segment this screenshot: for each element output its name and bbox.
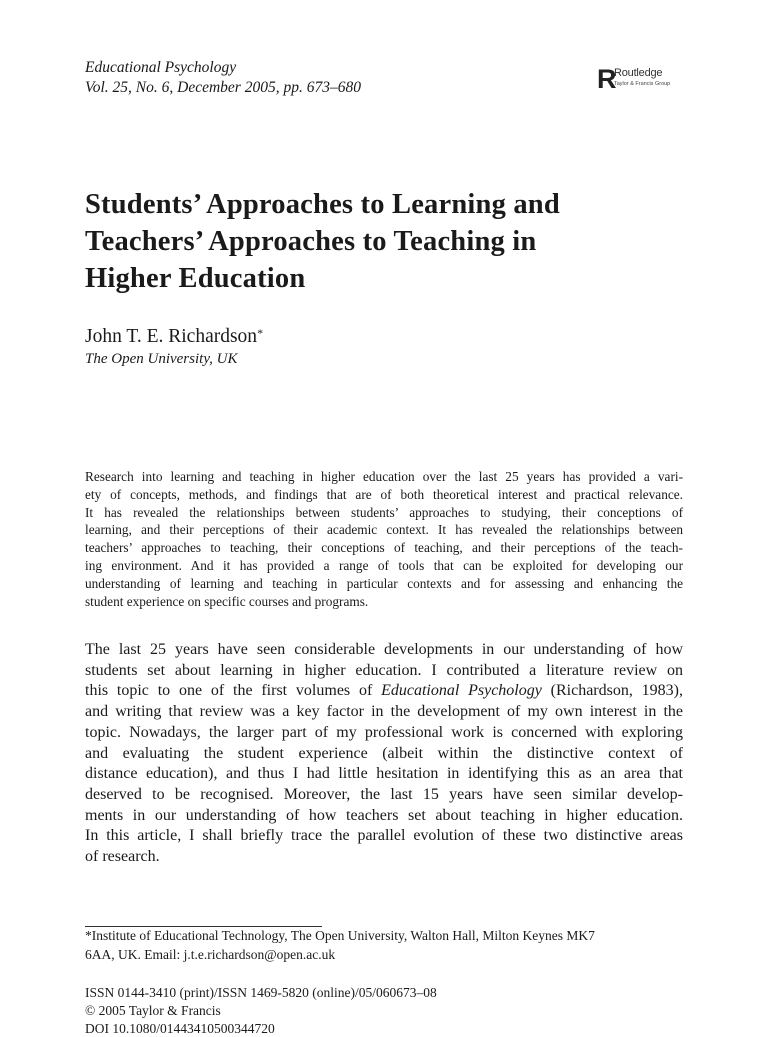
publisher-logo-mark: R [597, 64, 617, 94]
journal-reference: Educational Psychology [381, 682, 542, 700]
title-line: Students’ Approaches to Learning and [85, 189, 560, 220]
journal-header [85, 58, 361, 98]
abstract-line: learning, and their perceptions of their academic context. It has revealed the relationships between [85, 522, 683, 538]
abstract [85, 468, 683, 610]
body-text: (Richardson, 1983), [541, 682, 683, 700]
body-line [85, 681, 683, 702]
publisher-logo-name: Routledge [614, 67, 663, 79]
issn: ISSN 0144-3410 (print)/ISSN 1469-5820 (online)/05/060673–08 [85, 985, 437, 1000]
footnote-line: *Institute of Educational Technology, The Open University, Walton Hall, Milton Keynes MK7 [85, 928, 595, 943]
body-line: students set about learning in higher education. I contributed a literature review on [85, 661, 683, 679]
publication-info [85, 984, 685, 1037]
body-text: this topic to one of the first volumes of [85, 682, 382, 700]
abstract-line: understanding of learning and teaching in particular contexts and for assessing and enhancing the [85, 575, 683, 591]
article-title [85, 186, 705, 297]
footnote-line: 6AA, UK. Email: j.t.e.richardson@open.ac.uk [85, 946, 336, 962]
abstract-line: student experience on specific courses and programs. [85, 593, 369, 609]
body-line: distance education), and thus I had little hesitation in identifying this as an area that [85, 765, 683, 783]
body-line: The last 25 years have seen considerable developments in our understanding of how [85, 641, 683, 658]
author-affiliation: The Open University, UK [85, 351, 238, 367]
title-line: Teachers’ Approaches to Teaching in [85, 226, 537, 257]
author-name-text: John T. E. Richardson [85, 326, 258, 347]
doi: DOI 10.1080/01443410500344720 [85, 1020, 275, 1036]
copyright: © 2005 Taylor & Francis [85, 1002, 221, 1018]
body-line: deserved to be recognised. Moreover, the last 15 years have seen similar develop- [85, 785, 683, 803]
body-line: and writing that review was a key factor in the development of my own interest in the [85, 703, 683, 721]
footnote [85, 927, 685, 964]
publisher-logo-tagline: Taylor & Francis Group [614, 81, 671, 87]
body-line: ments in our understanding of how teachers set about teaching in higher education. [85, 806, 683, 824]
journal-citation: Vol. 25, No. 6, December 2005, pp. 673–680 [85, 79, 361, 96]
abstract-line: It has revealed the relationships between students’ approaches to studying, their conceptions of [85, 504, 683, 520]
body-line: topic. Nowadays, the larger part of my professional work is concerned with exploring [85, 723, 683, 741]
abstract-line: teachers’ approaches to teaching, their conceptions of teaching, and their perceptions of the teach- [85, 540, 683, 556]
body-line: and evaluating the student experience (albeit within the distinctive context of [85, 744, 683, 762]
title-line: Higher Education [85, 263, 306, 294]
author-name [85, 325, 263, 349]
abstract-line: Research into learning and teaching in higher education over the last 25 years has provided a vari- [85, 469, 683, 484]
body-line: In this article, I shall briefly trace the parallel evolution of these two distinctive areas [85, 827, 683, 845]
author-footnote-mark: * [257, 326, 264, 340]
publisher-logo [597, 65, 687, 93]
body-paragraph [85, 640, 683, 868]
journal-name: Educational Psychology [85, 59, 237, 76]
body-line: of research. [85, 848, 160, 866]
abstract-line: ety of concepts, methods, and findings that are of both theoretical interest and practical relevance. [85, 486, 683, 502]
abstract-line: ing environment. And it has provided a range of tools that can be exploited for developing our [85, 557, 683, 573]
